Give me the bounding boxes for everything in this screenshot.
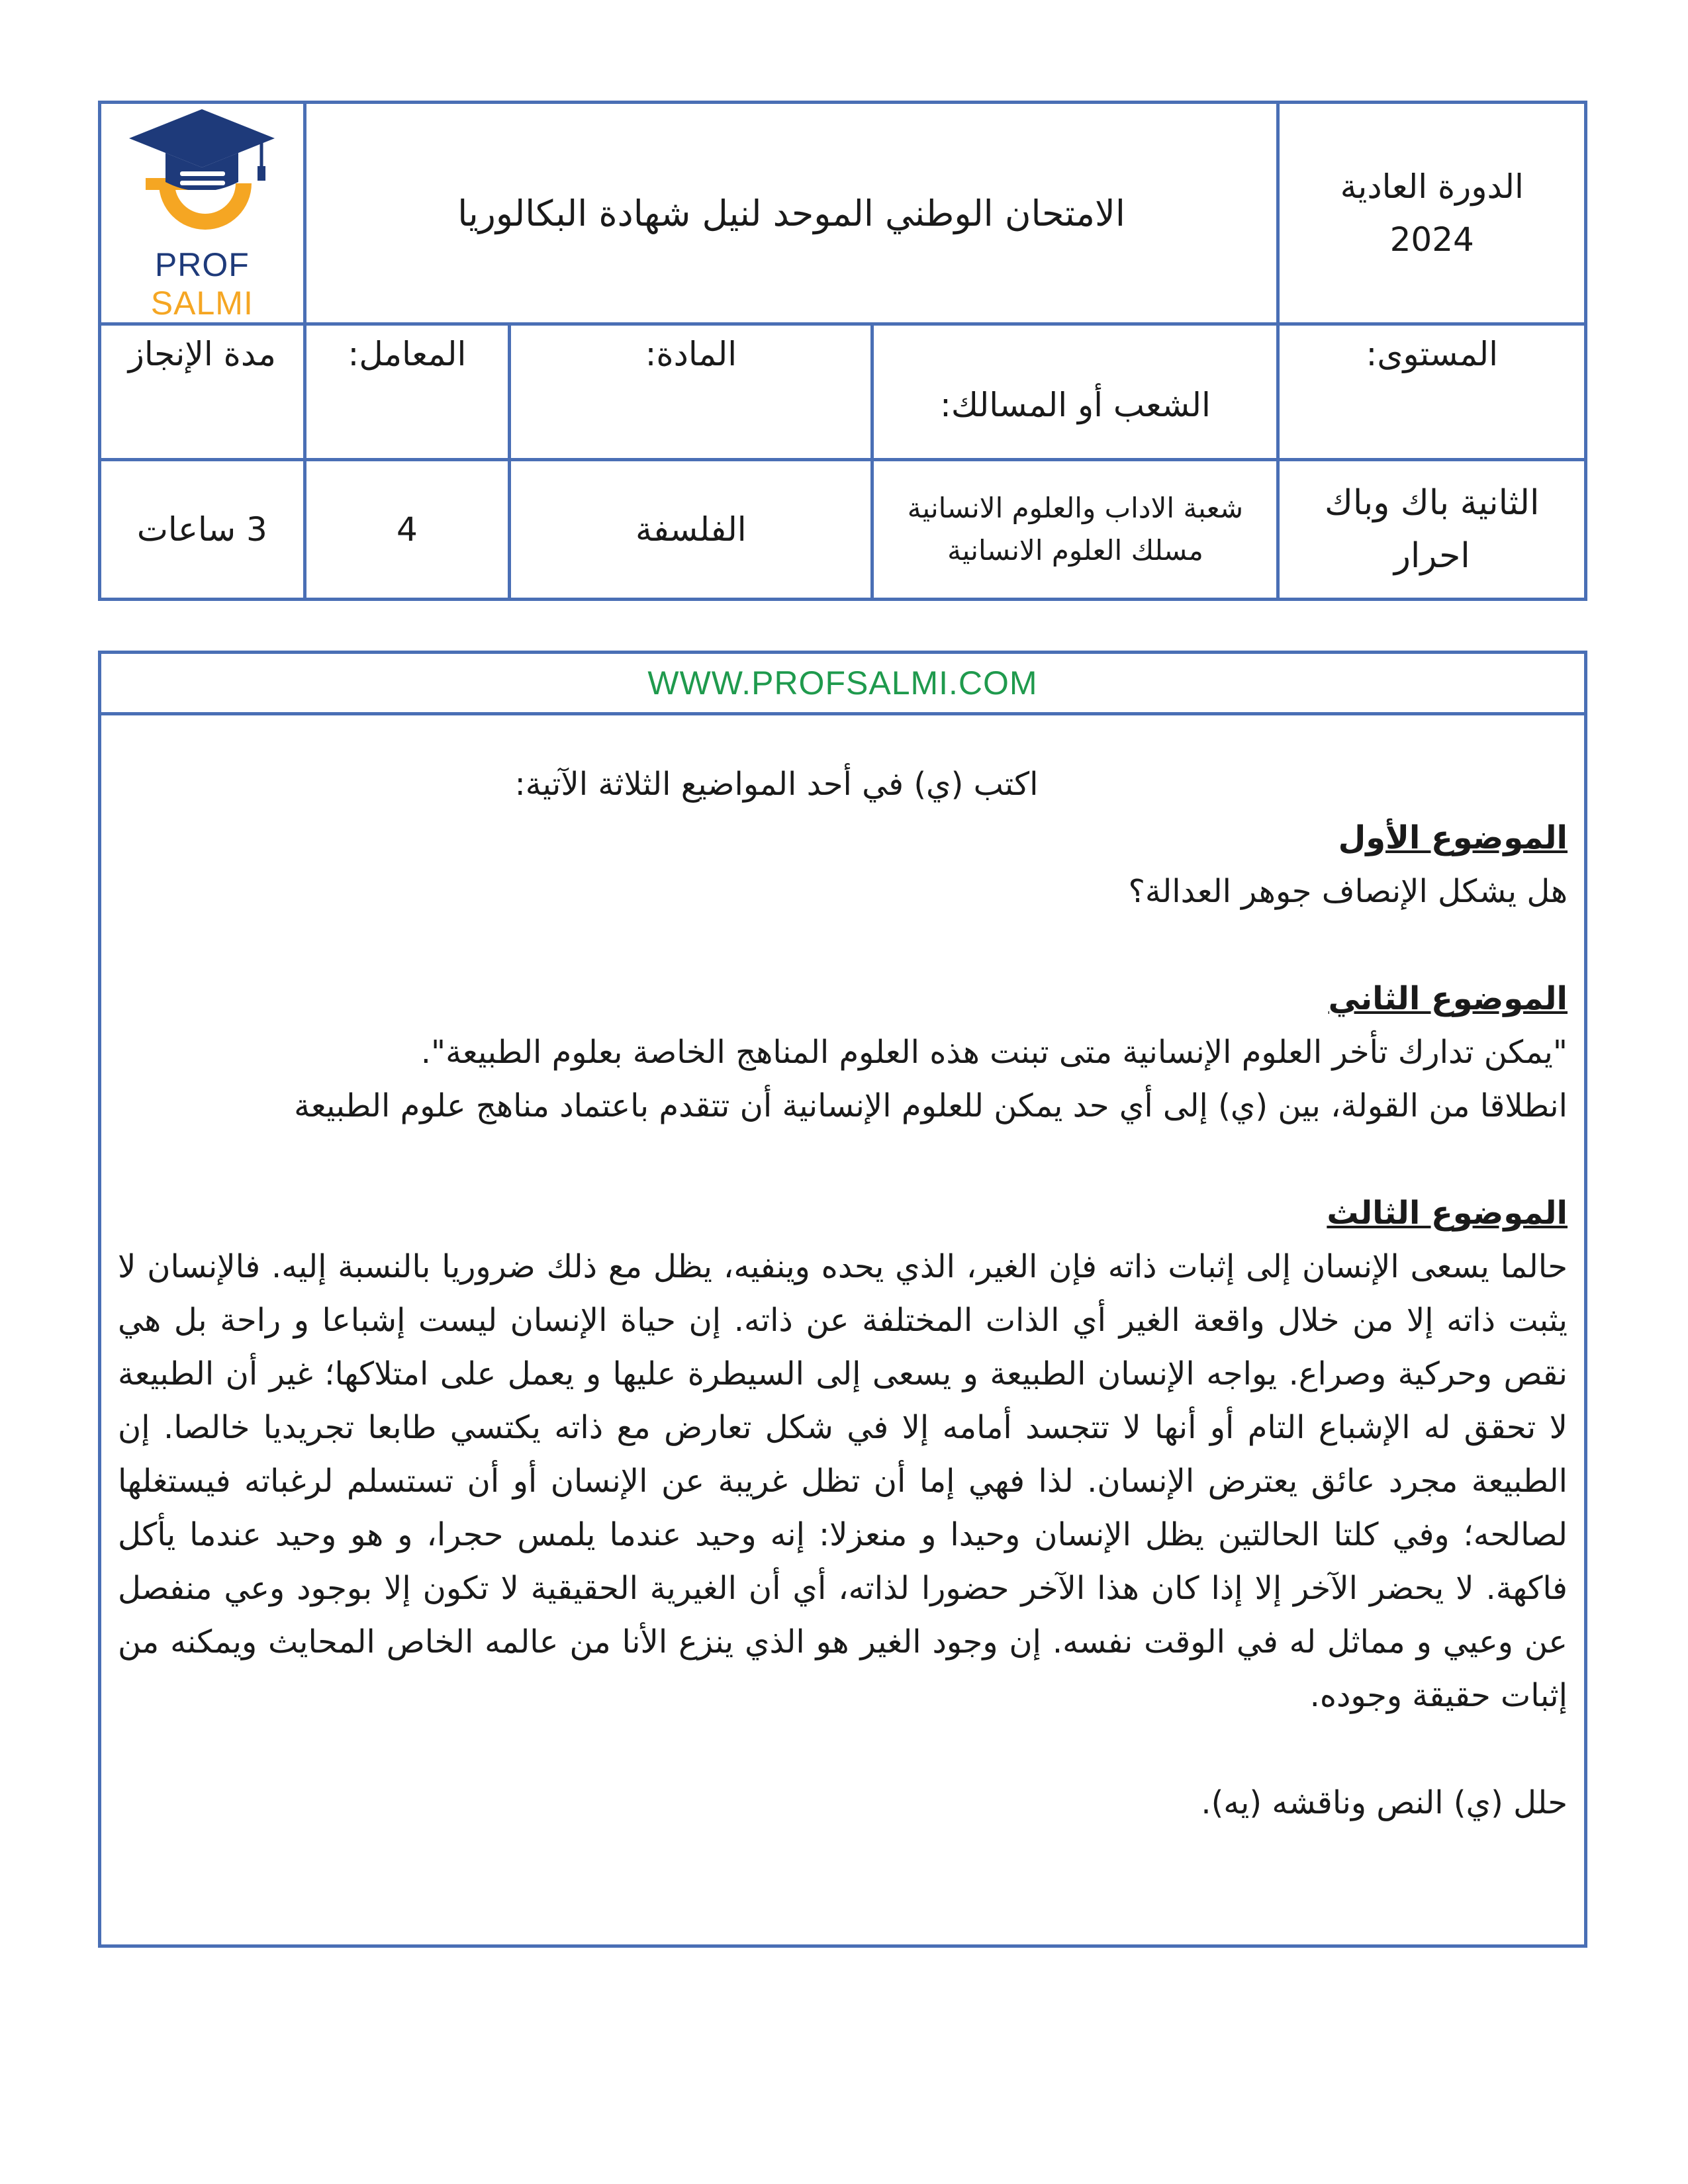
duration-value: 3 ساعات [100,460,305,600]
instruction-text: اكتب (ي) في أحد المواضيع الثلاثة الآتية: [514,766,1039,803]
track-value: شعبة الاداب والعلوم الانسانية مسلك العلوم الانسانية [872,460,1278,600]
graduation-cap-icon [119,104,285,250]
exam-content-box [98,651,1587,1948]
subject-label: المادة: [510,324,872,460]
topic3-text: حالما يسعى الإنسان إلى إثبات ذاته فإن الغير، الذي يحده وينفيه، يظل مع ذلك ضروريا بالنسبة إليه. فالإنسان لا يثبت ذاته إلا من خلال واقعة الغير أي الذات المختلفة عن ذاته. إن حياة الإنسان ليست إشباعا و راحة بل هي نقص وحركية وصراع. يواجه الإنسان الطبيعة و يسعى إلى السيطرة عليها و يعمل على امتلاكها؛ غير أن الطبيعة لا تحقق له الإشباع التام أو أنها لا تتجسد أمامه إلا في شكل تعارض مع ذاته يكتسي طابعا تجريديا خالصا. إن الطبيعة مجرد عائق يعترض الإنسان. لذا فهي إما أن تظل غريبة عن الإنسان أو أن تستسلم لرغباته فيستغلها لصالحه؛ وفي كلتا الحالتين يظل الإنسان وحيدا و منعزلا: إنه وحيد عندما يلمس حجرا، و هو وحيد عندما يأكل فاكهة. لا يحضر الآخر إلا إذا كان هذا الآخر حضورا لذاته، أي أن الغيرية الحقيقية لا تكون إلا بوجود وعي منفصل عن وعيي و مماثل له في الوقت نفسه. إن وجود الغير هو الذي ينزع الأنا من عالمه الخاص المحايث ويمكنه من إثبات حقيقة وجوده. [118,1248,1568,1714]
subject-value: الفلسفة [510,460,872,600]
topic3-task: حلل (ي) النص وناقشه (يه). [1201,1784,1568,1821]
logo-text-salmi: SALMI [150,285,254,322]
session-name: الدورة العادية [1340,167,1524,206]
level-label: المستوى: [1278,324,1586,460]
coefficient-value: 4 [305,460,510,600]
exam-title: الامتحان الوطني الموحد لنيل شهادة البكالوريا [305,103,1278,324]
track-label: الشعب أو المسالك: [872,324,1278,460]
website-url[interactable]: WWW.PROFSALMI.COM [101,654,1584,715]
session-cell [1278,103,1586,324]
logo-text-prof: PROF [154,246,250,283]
topic1-heading: الموضوع الأول [1338,819,1568,856]
level-value: الثانية باك وباك احرار [1278,460,1586,600]
topic2-task: انطلاقا من القولة، بين (ي) إلى أي حد يمكن للعلوم الإنسانية أن تتقدم باعتماد مناهج علوم الطبيعة [294,1087,1568,1124]
topic3-heading: الموضوع الثالث [1327,1195,1568,1232]
logo-cell [100,103,305,324]
duration-label: مدة الإنجاز [100,324,305,460]
exam-body [101,715,1584,1830]
session-year: 2024 [1389,220,1474,259]
coefficient-label: المعامل: [305,324,510,460]
logo-wordmark [115,246,290,322]
topic1-question: هل يشكل الإنصاف جوهر العدالة؟ [1128,873,1568,910]
profsalmi-logo [115,104,290,322]
topic2-quote: "يمكن تدارك تأخر العلوم الإنسانية متى تبنت هذه العلوم المناهج الخاصة بعلوم الطبيعة". [420,1034,1568,1071]
topic2-heading: الموضوع الثاني [1328,980,1568,1017]
exam-header-table [98,101,1587,601]
